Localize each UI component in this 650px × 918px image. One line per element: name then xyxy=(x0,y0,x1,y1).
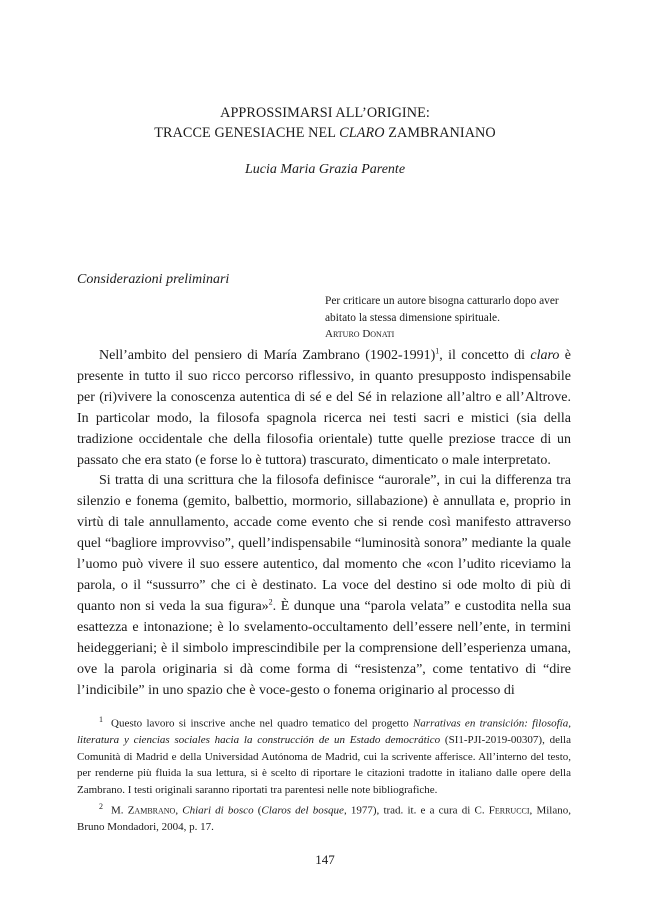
footnote-number: 1 xyxy=(99,715,103,724)
text-run: è presente in tutto il suo ricco percorso riflessivo, in quanto presupposto indispensabile per (ri)vivere la conoscenza autentica di sé e del Sé in relazione all’altro e all’Altrove. In particolar modo, la filosofa spagnola ricerca nei testi sacri e mistici (sia della tradizione occidentale che della filosofia orientale) tutte quelle preziose tracce di un passato che era stato (e forse lo è tuttora) trascurato, dimenticato o male interpretato. xyxy=(77,348,571,468)
translator-smallcaps: C. Ferrucci xyxy=(474,804,530,817)
paragraph xyxy=(77,471,571,701)
chapter-title-line-2 xyxy=(0,123,650,143)
text-run: . È dunque una “parola velata” e custodita nella sua esattezza e intonazione; è lo svelamento-occultamento dell’essere nell’ente, in termini heideggeriani; è il simbolo imprescindibile per la comprensione dell’esperienza umana, ove la parola originaria si dà come forma di “resistenza”, come tentativo di “dire l’indicibile” in uno spazio che è voce-gesto o fonema originario al processo di xyxy=(77,598,572,698)
epigraph-quote: Per criticare un autore bisogna catturarlo dopo aver abitato la stessa dimensione spirituale. xyxy=(325,295,559,324)
text-run: Questo lavoro si inscrive anche nel quadro tematico del progetto xyxy=(111,717,413,730)
footnote-ref: 1 xyxy=(435,346,440,356)
footnote-ref: 2 xyxy=(268,597,273,607)
italic-term: claro xyxy=(530,348,560,363)
footnote xyxy=(77,799,571,836)
text-run: ( xyxy=(253,804,262,817)
italic-text: Chiari di bosco xyxy=(182,804,254,817)
footnotes xyxy=(77,712,571,835)
paragraph xyxy=(77,346,571,471)
text-run: Si tratta di una scrittura che la filosofa definisce “aurorale”, in cui la differenza tra silenzio e fonema (gemito, balbettio, mormorio, sillabazione) è annullata e, proprio in virtù di tale annullamento, accade come evento che si rende così manifesto attraverso quel “bagliore improvviso”, quell’indispensabile “luminosità sonora” mediante la quale l’uomo può vivere il suo essere autentico, dal momento che «con l’udito riceviamo la parola, o il “sussurro” che ci è destinato. La voce del destino si ode molto di più di quanto non si veda la sua figura» xyxy=(77,473,571,614)
chapter-title-block xyxy=(0,103,650,178)
section-heading: Considerazioni preliminari xyxy=(77,272,230,287)
text-run: (SI1-PJI-2019-00307), della Comunità di Madrid e della Universidad Autónoma de Madrid, cui la scrivente afferisce. All’interno del testo, per renderne più fluida la sua lettura, si è scelto di riportare le citazioni tradotte in italiano dalle opere della Zambrano. I testi originali saranno riportati tra parentesi nelle note bibliografiche. xyxy=(77,734,571,797)
epigraph xyxy=(325,293,565,343)
epigraph-attribution: Arturo Donati xyxy=(325,328,395,340)
text-run: , 1977), trad. it. e a cura di xyxy=(343,804,475,817)
text-run: , il concetto di xyxy=(439,348,531,363)
title-text: TRACCE GENESIACHE NEL xyxy=(154,125,340,141)
page-number: 147 xyxy=(315,852,335,867)
author-name: Lucia Maria Grazia Parente xyxy=(244,162,406,177)
footnote-number: 2 xyxy=(99,801,103,811)
italic-text: Narrativas en transición: filosofía, literatura y ciencias sociales hacia la construcción de un Estado democrático xyxy=(77,717,571,747)
title-italic-text: CLARO xyxy=(339,125,385,141)
title-text: ZAMBRANIANO xyxy=(384,125,496,141)
text-run: Nell’ambito del pensiero di María Zambrano (1902-1991) xyxy=(99,348,436,363)
footnote xyxy=(77,712,571,799)
author-smallcaps: M. Zambrano xyxy=(111,804,176,817)
italic-text: Claros del bosque xyxy=(261,804,344,817)
text-run: , Milano, Bruno Mondadori, 2004, p. 17. xyxy=(77,804,571,833)
chapter-title-line-1: APPROSSIMARSI ALL’ORIGINE: xyxy=(220,105,430,121)
text-run: , xyxy=(175,804,183,817)
body-text xyxy=(77,346,571,701)
